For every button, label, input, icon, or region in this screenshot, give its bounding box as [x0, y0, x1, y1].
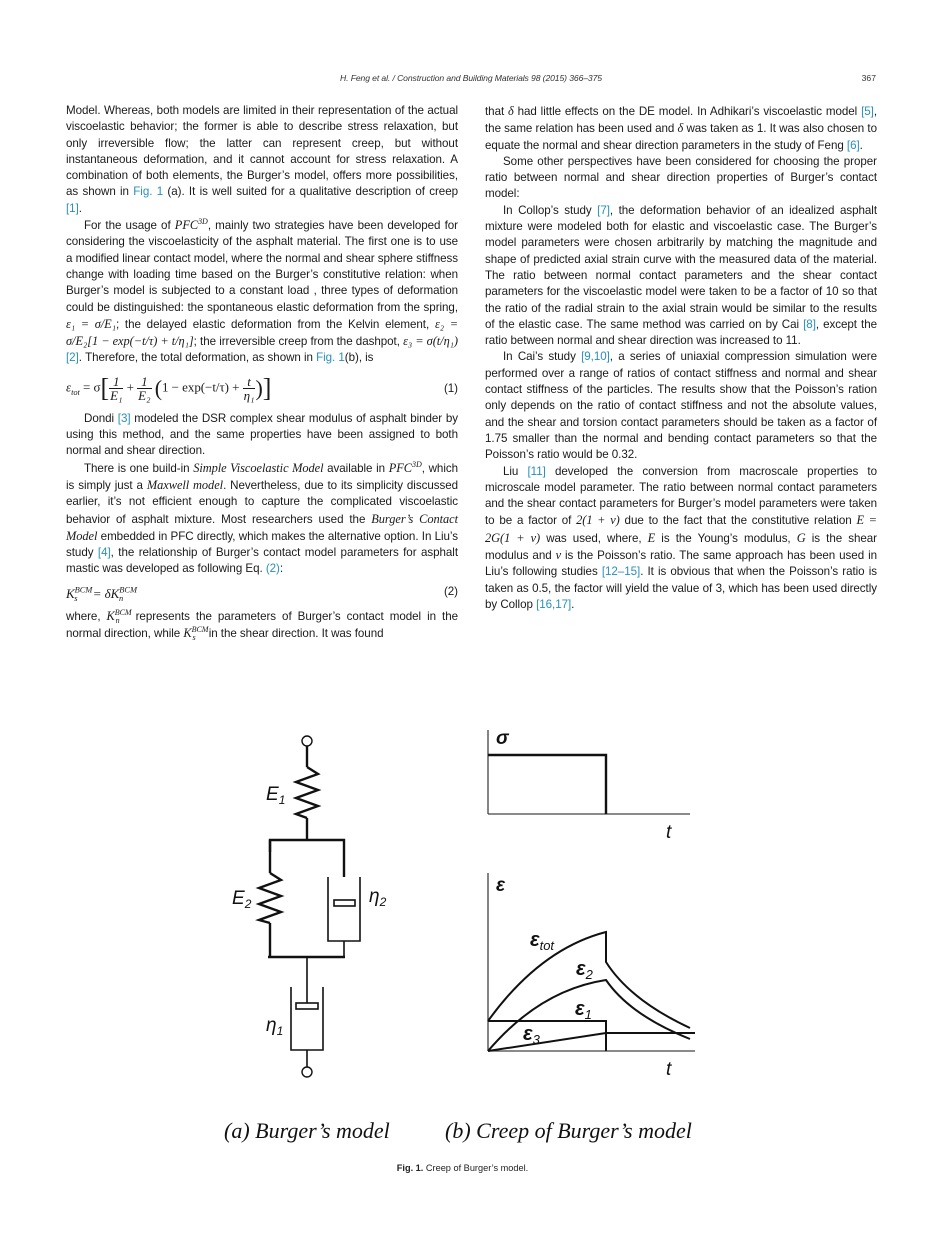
text: was taken as 1. It was also chosen to equate the normal and shear direction parameters in the study of Feng	[485, 122, 877, 152]
italic-term: Simple Viscoelastic Model	[193, 460, 324, 475]
text: . Nevertheless, due to its simplicity discussed earlier, it’s not efficient enough to capture the complicated viscoelastic behavior of asphalt mixture. Most researchers used the	[66, 478, 459, 526]
inline-math: δ	[677, 121, 684, 136]
text: .	[571, 597, 575, 611]
stress-time-plot	[480, 720, 710, 850]
figure-link[interactable]: Fig. 1	[316, 351, 345, 365]
reference-link[interactable]: [7]	[597, 203, 610, 217]
paragraph	[66, 460, 458, 578]
inline-math: E = 2G(1 + ν)	[485, 513, 877, 545]
text: .	[859, 138, 863, 152]
reference-link[interactable]: [1]	[66, 201, 79, 215]
text: represents the parameters of Burger’s contact model in the normal direction, while	[66, 609, 458, 641]
italic-term: Maxwell model	[146, 477, 224, 492]
spring-E1	[296, 767, 318, 818]
inline-math: $K^{BCM}_s$	[183, 624, 209, 643]
inline-math: ε₃ = σ(t/η₁)	[403, 334, 458, 349]
text: , which is simply just a	[66, 461, 458, 492]
inline-math: ε₁ = σ/E₁	[66, 316, 116, 331]
inline-math: $K^{BCM}_n$	[106, 607, 132, 626]
text: Model. Whereas, both models are limited in their representation of the actual viscoelastic behavior; the former is able to describe stress relaxation, but only irreversible flow; the latter can represent creep, but without instantaneous deformation, and it cannot account for stress relaxation. A combination of both elements, the Burger’s model, offers more possibilities, as shown in	[66, 104, 458, 199]
text: embedded in PFC directly, which makes the alternative option. In Liu’s study	[66, 529, 458, 560]
strain-time-plot	[480, 865, 710, 1085]
software-name: $PFC^{3D}$	[174, 216, 208, 233]
text: , the relationship of Burger’s contact model parameters for asphalt mastic was developed as following Eq.	[66, 546, 459, 576]
text: that	[485, 105, 509, 118]
journal-citation: H. Feng et al. / Construction and Building Materials 98 (2015) 366–375	[340, 73, 602, 83]
text: where,	[66, 609, 107, 623]
paragraph	[485, 349, 877, 463]
reference-link[interactable]: [16,17]	[536, 597, 572, 611]
equation-2	[66, 582, 458, 604]
stress-axis-label: σ	[496, 728, 509, 749]
figure-link[interactable]: Fig. 1	[133, 185, 164, 199]
time-axis-label: t	[666, 1059, 672, 1080]
inline-math: δ	[508, 104, 514, 118]
text: :	[279, 562, 284, 576]
text: There is one build-in	[84, 461, 194, 475]
curve-eps-1	[488, 1021, 606, 1051]
label-eps-3: $\varepsilon_3$	[523, 1023, 540, 1047]
page-number: 367	[861, 73, 876, 83]
paragraph	[66, 103, 458, 217]
running-header	[66, 73, 876, 87]
text: , the deformation behavior of an idealized asphalt mixture were modeled both for elastic and viscoelastic case. The Burger’s model parameters were chosen arbitrarily by matching the magnitude and shape of predicted axial strain curve with the measured data of the material. The ratio between normal contact parameters and the shear contact parameters for the viscoelastic model were taken to be a factor of 10 so that the ratio of the radial strain to the axial strain would be similar to the results of the elastic case. The same method was carried on by Cai	[485, 203, 877, 331]
paragraph	[66, 411, 458, 460]
equation-link[interactable]: (2)	[265, 562, 280, 576]
bottom-terminal	[302, 1067, 312, 1077]
text: , mainly two strategies have been developed for considering the viscoelasticity of the asphalt material. The first one is to use a modified linear contact model, where the normal and shear sphere stiffness change with loading time based on the Burger’s constitutive relation: when Burger’s model is subjected to a constant load , three types of deformation could be distinguished: the spontaneous elastic deformation from the spring,	[66, 219, 458, 314]
text: developed the conversion from macroscale properties to microscale model parameter. The ratio between normal contact parameters and the shear contact parameters for Burger’s model parameters were taken to be a factor of	[485, 464, 877, 528]
text: is the shear modulus and	[485, 531, 877, 563]
text: was used, where,	[540, 531, 648, 545]
inline-math: ε₂ = σ/E₂[1 − exp(−t/τ) + t/η₁]	[66, 316, 459, 349]
text: . Therefore, the total deformation, as shown in	[78, 351, 317, 365]
text: available in	[323, 461, 389, 475]
caption-text: Creep of Burger’s model.	[423, 1163, 529, 1173]
label-eps-2: $\varepsilon_2$	[576, 958, 593, 982]
right-column	[485, 103, 877, 613]
text: .	[78, 201, 82, 215]
inline-math: G	[796, 530, 806, 545]
text: (a). It is well suited for a qualitative description of creep	[167, 185, 458, 199]
inline-math: ν	[555, 548, 562, 563]
paragraph	[66, 608, 458, 643]
curve-eps-3	[488, 1033, 695, 1051]
text: (b), is	[344, 351, 374, 365]
equation-number: (1)	[443, 381, 458, 395]
text: is the Young’s modulus,	[655, 531, 797, 545]
top-terminal	[302, 736, 312, 746]
caption-label: Fig. 1.	[396, 1163, 424, 1173]
reference-link[interactable]: [3]	[117, 411, 131, 425]
paragraph	[485, 464, 877, 614]
text: , except the ratio between normal and shear direction was increased to 11.	[485, 317, 877, 348]
equation-number: (2)	[443, 584, 458, 598]
text: had little effects on the DE model. In Adhikari’s viscoelastic model	[513, 105, 862, 118]
reference-link[interactable]: [9,10]	[581, 350, 610, 364]
dashpot-eta1	[291, 987, 323, 1067]
text: is the Poisson’s ratio. The same approach has been used in Liu’s following studies	[485, 549, 877, 579]
equation-body: $\varepsilon_{tot} = \sigma$[ $\frac{1}{\text{E₁}}$ + $\frac{1}{\text{E₂}}$ (1 − exp(−t/τ) + $\frac{t}{\text{η₁}}$ )]	[66, 373, 272, 403]
text: Some other perspectives have been considered for choosing the proper ratio between normal and shear direction properties of Burger’s contact model:	[485, 154, 877, 201]
dashpot-eta2	[328, 877, 360, 957]
text: modeled the DSR complex shear modulus of asphalt binder by using this method, and the same properties have been assigned to both normal and shear direction.	[66, 411, 458, 458]
text: , the same relation has been used and	[485, 105, 877, 136]
burger-model-diagram	[230, 725, 430, 1085]
label-eps-tot: $\varepsilon_{tot}$	[530, 929, 555, 953]
spring-E2	[259, 873, 281, 923]
text: In Collop’s study	[503, 203, 598, 217]
reference-link[interactable]: [11]	[527, 464, 546, 478]
curve-eps-2	[488, 980, 690, 1051]
reference-link[interactable]: [2]	[66, 351, 79, 365]
text: . It is obvious that when the Poisson’s ratio is taken as 0.5, the factor will yield the value of 3, which has been used directly by Collop	[485, 565, 877, 611]
label-E1: $E_1$	[266, 784, 286, 807]
paragraph	[66, 217, 458, 367]
reference-link[interactable]: [8]	[803, 317, 816, 331]
equation-body: $K^{BCM}_s = \delta K^{BCM}_n$	[66, 584, 137, 604]
label-eta2: $\eta_2$	[369, 886, 387, 909]
text: due to the fact that the constitutive relation	[619, 514, 857, 528]
paragraph	[485, 103, 877, 154]
text: For the usage of	[84, 219, 175, 233]
stress-step	[488, 755, 606, 814]
strain-axis-label: ε	[496, 875, 506, 896]
equation-1	[66, 371, 458, 407]
text: ; the delayed elastic deformation from the Kelvin element,	[115, 317, 435, 331]
time-axis-label: t	[666, 822, 672, 843]
inline-math: 2(1 + ν)	[576, 513, 620, 528]
left-column	[66, 103, 458, 642]
text: Liu	[503, 464, 528, 478]
label-eps-1: $\varepsilon_1$	[575, 998, 592, 1022]
text: , a series of uniaxial compression simulation were performed over a range of ratios of contact stiffness and normal and shear contact stiffness of the particles. The results show that the Poisson’s ration only depends on the ratio of contact stiffness and not the absolute values, and the shear and torsion contact parameters should be taken as a factor of 1.75 smaller than the normal and bending contact parameters so that the Poisson’s ratio would be 0.32.	[485, 350, 877, 462]
text: Dondi	[84, 411, 118, 425]
figure-caption	[0, 1163, 925, 1173]
software-name: $PFC^{3D}$	[388, 459, 422, 475]
paragraph	[485, 154, 877, 203]
sublabel-a: (a) Burger’s model	[224, 1118, 390, 1143]
sublabel-b: (b) Creep of Burger’s model	[445, 1118, 692, 1143]
inline-math: E	[647, 530, 656, 545]
reference-link[interactable]: [5]	[861, 105, 874, 118]
italic-term: Burger’s Contact Model	[66, 511, 458, 543]
paragraph	[485, 203, 877, 350]
label-E2: $E_2$	[232, 888, 252, 911]
text: ; the irreversible creep from the dashpot,	[193, 335, 404, 349]
reference-link[interactable]: [6]	[846, 138, 860, 152]
text: in the shear direction. It was found	[205, 627, 384, 641]
curve-eps-tot	[488, 932, 690, 1028]
label-eta1: $\eta_1$	[266, 1015, 284, 1038]
text: In Cai’s study	[503, 350, 582, 364]
reference-link[interactable]: [12–15]	[601, 565, 641, 579]
reference-link[interactable]: [4]	[97, 546, 111, 560]
